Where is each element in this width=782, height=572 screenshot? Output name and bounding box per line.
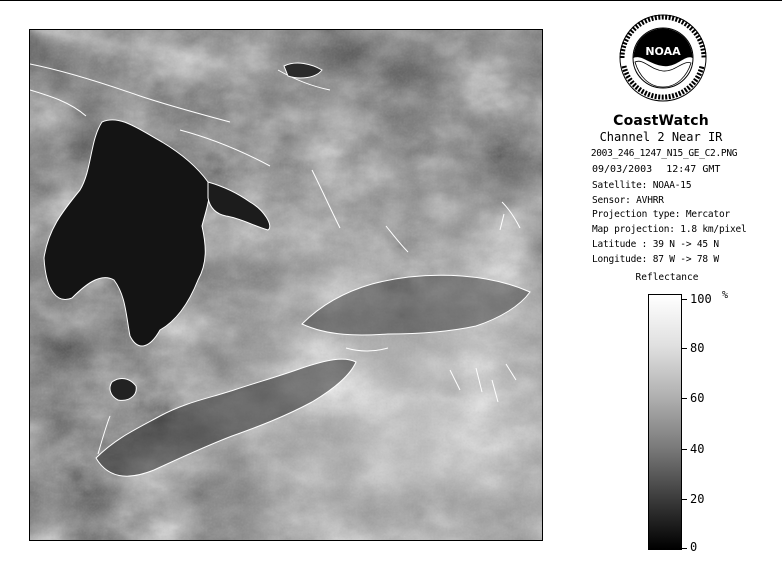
colorbar-tick-label: 100: [690, 292, 712, 306]
colorbar-tick: [682, 449, 687, 450]
filename-label: 2003_246_1247_N15_GE_C2.PNG: [590, 148, 738, 159]
colorbar-tick-label: 60: [690, 391, 705, 405]
satellite-info: Satellite: NOAA-15: [592, 180, 692, 191]
colorbar-tick-label: 20: [690, 492, 705, 506]
satellite-image: [30, 30, 542, 540]
colorbar-tick: [682, 499, 687, 500]
colorbar-tick-label: 40: [690, 442, 705, 456]
colorbar-tick-label: 0: [690, 540, 698, 554]
longitude-info: Longitude: 87 W -> 78 W: [592, 254, 719, 265]
acquisition-date: 09/03/2003: [592, 164, 653, 175]
colorbar-tick: [682, 348, 687, 349]
noaa-logo: [619, 14, 707, 102]
top-border-line: [0, 0, 782, 1]
latitude-info: Latitude : 39 N -> 45 N: [592, 239, 719, 250]
colorbar-tick: [682, 548, 687, 549]
projection-type-info: Projection type: Mercator: [592, 209, 730, 220]
colorbar-tick: [682, 299, 687, 300]
colorbar-unit: %: [722, 290, 729, 301]
colorbar-title: Reflectance: [635, 272, 699, 283]
reflectance-colorbar: [648, 294, 682, 550]
satellite-image-map[interactable]: [29, 29, 543, 541]
sensor-info: Sensor: AVHRR: [592, 195, 664, 206]
lake-st-clair: [110, 379, 136, 401]
product-title: CoastWatch: [613, 113, 709, 129]
map-projection-info: Map projection: 1.8 km/pixel: [592, 224, 747, 235]
acquisition-datetime: [592, 164, 720, 175]
noaa-logo-text: NOAA: [645, 45, 681, 58]
colorbar-tick-label: 80: [690, 341, 705, 355]
colorbar-tick: [682, 398, 687, 399]
acquisition-time: 12:47 GMT: [666, 164, 721, 175]
channel-label: Channel 2 Near IR: [599, 130, 723, 144]
